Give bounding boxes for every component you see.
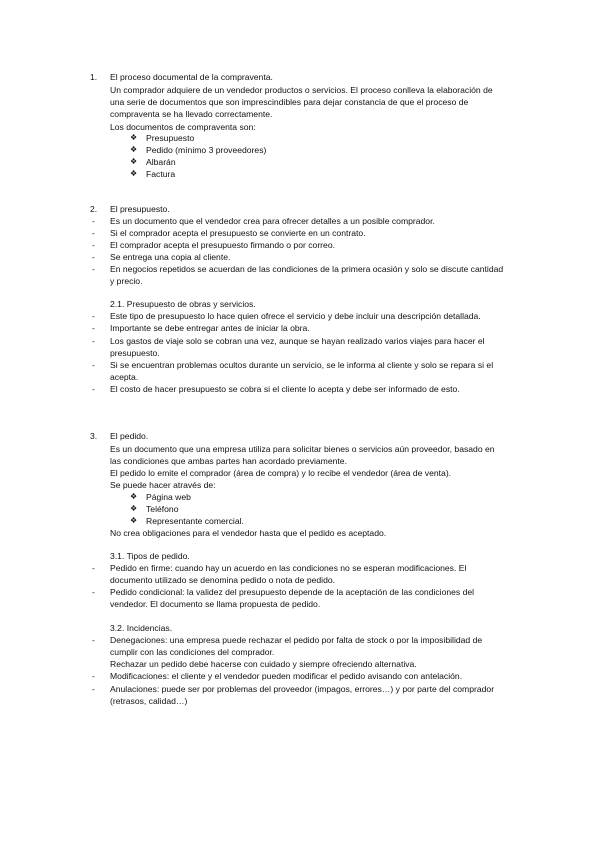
dash-bullet: - — [92, 216, 95, 226]
list-item: Anulaciones: puede ser por problemas del proveedor (impagos, errores…) y por parte del comprador — [110, 684, 495, 694]
list-item: Albarán — [146, 157, 176, 167]
list-item: Este tipo de presupuesto lo hace quien ofrece el servicio y debe incluir una descripción detallada. — [110, 311, 481, 321]
list-item: El costo de hacer presupuesto se cobra si el cliente lo acepta y debe ser informado de esto. — [110, 384, 460, 394]
dash-bullet: - — [92, 563, 95, 573]
section-number: 2. — [90, 204, 98, 214]
section-title: El presupuesto. — [110, 204, 170, 214]
dash-bullet: - — [92, 323, 95, 333]
list-item: Si se encuentran problemas ocultos durante un servicio, se le informa al cliente y solo se repara si el — [110, 360, 494, 370]
list-item: Pedido (mínimo 3 proveedores) — [146, 145, 267, 155]
diamond-bullet-icon: ❖ — [130, 145, 138, 154]
list-item: En negocios repetidos se acuerdan de las condiciones de la primera ocasión y solo se discute cantidad — [110, 264, 504, 274]
paragraph-line: Es un documento que una empresa utiliza para solicitar bienes o servicios aún proveedor, basado en — [110, 444, 495, 454]
list-item-continuation: (retrasos, calidad…) — [110, 696, 188, 706]
list-item-continuation: acepta. — [110, 372, 139, 382]
list-item: Se entrega una copia al cliente. — [110, 252, 231, 262]
dash-bullet: - — [92, 684, 95, 694]
list-item: Presupuesto — [146, 133, 195, 143]
list-item-continuation: y precio. — [110, 276, 143, 286]
diamond-bullet-icon: ❖ — [130, 492, 138, 501]
paragraph-line: No crea obligaciones para el vendedor hasta que el pedido es aceptado. — [110, 528, 387, 538]
diamond-bullet-icon: ❖ — [130, 504, 138, 513]
paragraph-line: compraventa se ha llevado correctamente. — [110, 109, 273, 119]
list-item-continuation: Rechazar un pedido debe hacerse con cuidado y siempre ofreciendo alternativa. — [110, 659, 417, 669]
diamond-bullet-icon: ❖ — [130, 516, 138, 525]
paragraph-line: Se puede hacer através de: — [110, 480, 216, 490]
dash-bullet: - — [92, 336, 95, 346]
list-item: El comprador acepta el presupuesto firmando o por correo. — [110, 240, 335, 250]
subsection-title: 3.2. Incidencias. — [110, 623, 173, 633]
dash-bullet: - — [92, 360, 95, 370]
list-item: Es un documento que el vendedor crea para ofrecer detalles a un posible comprador. — [110, 216, 435, 226]
list-item-continuation: documento utilizado se denomina pedido o nota de pedido. — [110, 575, 336, 585]
list-item: Página web — [146, 492, 191, 502]
section-title: El proceso documental de la compraventa. — [110, 72, 273, 82]
subsection-title: 3.1. Tipos de pedido. — [110, 551, 190, 561]
paragraph-line: las condiciones que ambas partes han acordado previamente. — [110, 456, 347, 466]
section-title: El pedido. — [110, 431, 149, 441]
dash-bullet: - — [92, 311, 95, 321]
list-item: Pedido condicional: la validez del presupuesto depende de la aceptación de las condiciones del — [110, 587, 475, 597]
dash-bullet: - — [92, 384, 95, 394]
section-number: 1. — [90, 72, 98, 82]
dash-bullet: - — [92, 635, 95, 645]
diamond-bullet-icon: ❖ — [130, 157, 138, 166]
list-item-continuation: vendedor. El documento se llama propuesta de pedido. — [110, 599, 321, 609]
list-item: Los gastos de viaje solo se cobran una vez, aunque se hayan realizado varios viajes para hacer el — [110, 336, 485, 346]
list-item: Factura — [146, 169, 176, 179]
dash-bullet: - — [92, 228, 95, 238]
section-number: 3. — [90, 431, 98, 441]
list-item: Modificaciones: el cliente y el vendedor pueden modificar el pedido avisando con antelación. — [110, 671, 463, 681]
list-item-continuation: cumplir con las condiciones del comprador. — [110, 647, 275, 657]
list-item: Importante se debe entregar antes de iniciar la obra. — [110, 323, 310, 333]
dash-bullet: - — [92, 587, 95, 597]
dash-bullet: - — [92, 264, 95, 274]
dash-bullet: - — [92, 240, 95, 250]
list-item: Denegaciones: una empresa puede rechazar el pedido por falta de stock o por la imposibilidad de — [110, 635, 483, 645]
list-intro: Los documentos de compraventa son: — [110, 122, 256, 132]
diamond-bullet-icon: ❖ — [130, 169, 138, 178]
list-item-continuation: presupuesto. — [110, 348, 160, 358]
list-item: Pedido en firme: cuando hay un acuerdo en las condiciones no se esperan modificaciones. El — [110, 563, 467, 573]
list-item: Si el comprador acepta el presupuesto se convierte en un contrato. — [110, 228, 366, 238]
subsection-title: 2.1. Presupuesto de obras y servicios. — [110, 299, 256, 309]
paragraph-line: una serie de documentos que son imprescindibles para dejar constancia de que el proceso de — [110, 97, 469, 107]
diamond-bullet-icon: ❖ — [130, 133, 138, 142]
paragraph-line: Un comprador adquiere de un vendedor productos o servicios. El proceso conlleva la elaboración de — [110, 85, 493, 95]
dash-bullet: - — [92, 671, 95, 681]
paragraph-line: El pedido lo emite el comprador (área de compra) y lo recibe el vendedor (área de venta). — [110, 468, 452, 478]
list-item: Teléfono — [146, 504, 179, 514]
dash-bullet: - — [92, 252, 95, 262]
list-item: Representante comercial. — [146, 516, 244, 526]
